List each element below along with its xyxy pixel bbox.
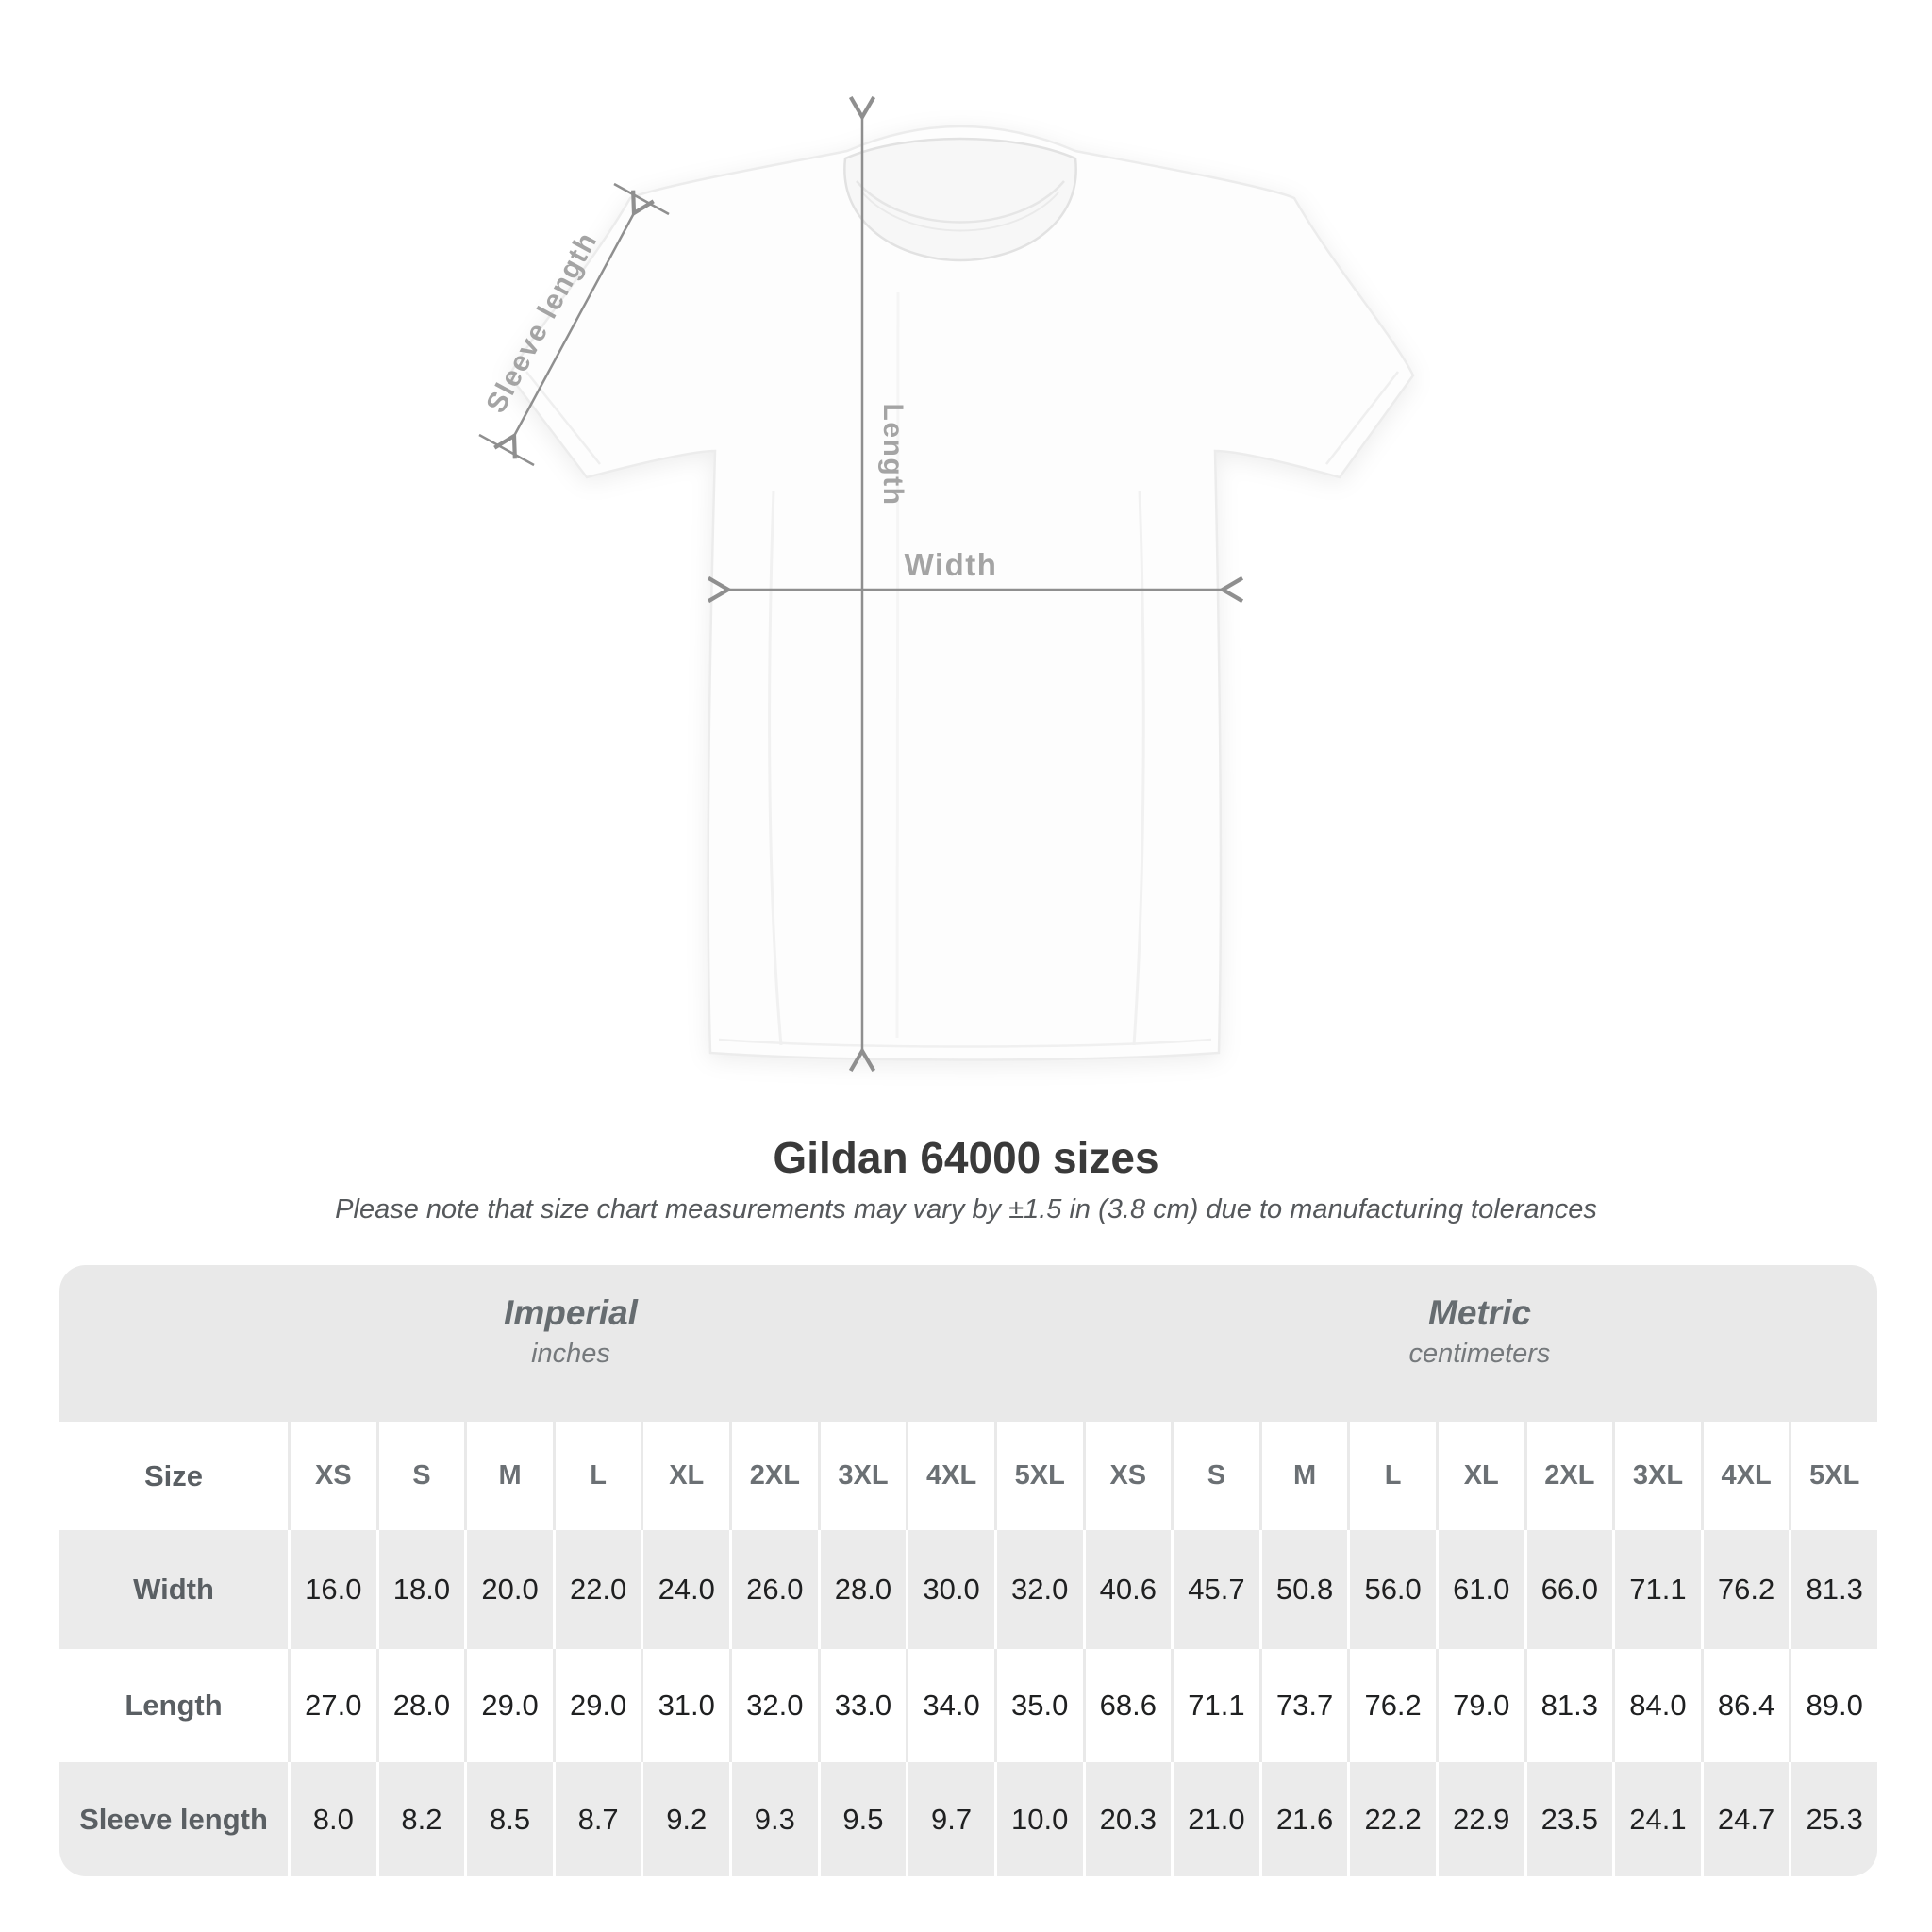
table-cell: 24.1	[1612, 1762, 1701, 1876]
metric-title: Metric	[1428, 1292, 1531, 1332]
table-cell: 30.0	[906, 1530, 994, 1649]
table-cell: 33.0	[818, 1649, 907, 1762]
size-header: 2XL	[729, 1422, 818, 1530]
table-cell: 32.0	[994, 1530, 1083, 1649]
size-header: 2XL	[1524, 1422, 1613, 1530]
imperial-title: Imperial	[504, 1292, 638, 1332]
size-header: M	[464, 1422, 553, 1530]
table-cell: 22.2	[1347, 1762, 1436, 1876]
table-cell: 27.0	[288, 1649, 376, 1762]
sleeve-length-row	[59, 1762, 1877, 1876]
size-header: 5XL	[1789, 1422, 1877, 1530]
table-cell: 76.2	[1701, 1530, 1790, 1649]
metric-unit: centimeters	[1408, 1338, 1551, 1369]
size-header: 5XL	[994, 1422, 1083, 1530]
size-header: XL	[641, 1422, 729, 1530]
row-label: Width	[133, 1573, 214, 1606]
table-cell: 22.9	[1436, 1762, 1524, 1876]
size-header: XL	[1436, 1422, 1524, 1530]
table-cell: 89.0	[1789, 1649, 1877, 1762]
size-header: 4XL	[1701, 1422, 1790, 1530]
size-header: 4XL	[906, 1422, 994, 1530]
row-label: Sleeve length	[79, 1802, 268, 1836]
sleeve-length-label: Sleeve length	[480, 226, 604, 419]
table-cell: 8.5	[464, 1762, 553, 1876]
size-header: 3XL	[818, 1422, 907, 1530]
size-header: 3XL	[1612, 1422, 1701, 1530]
table-cell: 10.0	[994, 1762, 1083, 1876]
size-header: L	[553, 1422, 641, 1530]
size-table	[59, 1265, 1877, 1876]
size-header: L	[1347, 1422, 1436, 1530]
unit-header-band	[59, 1265, 1877, 1422]
table-cell: 9.7	[906, 1762, 994, 1876]
table-cell: 9.3	[729, 1762, 818, 1876]
table-cell: 86.4	[1701, 1649, 1790, 1762]
table-cell: 20.0	[464, 1530, 553, 1649]
table-cell: 24.7	[1701, 1762, 1790, 1876]
table-cell: 23.5	[1524, 1762, 1613, 1876]
table-cell: 9.5	[818, 1762, 907, 1876]
table-cell: 25.3	[1789, 1762, 1877, 1876]
table-cell: 21.0	[1171, 1762, 1259, 1876]
table-cell: 26.0	[729, 1530, 818, 1649]
table-cell: 56.0	[1347, 1530, 1436, 1649]
table-cell: 31.0	[641, 1649, 729, 1762]
imperial-unit: inches	[531, 1338, 610, 1369]
table-cell: 61.0	[1436, 1530, 1524, 1649]
table-cell: 71.1	[1171, 1649, 1259, 1762]
table-cell: 28.0	[818, 1530, 907, 1649]
table-cell: 66.0	[1524, 1530, 1613, 1649]
table-cell: 29.0	[464, 1649, 553, 1762]
table-cell: 71.1	[1612, 1530, 1701, 1649]
table-cell: 76.2	[1347, 1649, 1436, 1762]
width-row	[59, 1530, 1877, 1649]
metric-header	[1082, 1265, 1877, 1422]
width-label: Width	[904, 547, 998, 582]
table-cell: 21.6	[1259, 1762, 1348, 1876]
table-cell: 50.8	[1259, 1530, 1348, 1649]
table-cell: 22.0	[553, 1530, 641, 1649]
table-cell: 18.0	[376, 1530, 465, 1649]
tolerance-note: Please note that size chart measurements may vary by ±1.5 in (3.8 cm) due to manufacturing tolerances	[335, 1194, 1597, 1224]
tshirt-shape	[509, 126, 1413, 1060]
size-header: S	[1171, 1422, 1259, 1530]
size-col-label: Size	[143, 1458, 204, 1492]
table-cell: 8.0	[288, 1762, 376, 1876]
table-cell: 79.0	[1436, 1649, 1524, 1762]
table-cell: 35.0	[994, 1649, 1083, 1762]
length-label: Length	[877, 403, 908, 507]
table-cell: 68.6	[1083, 1649, 1172, 1762]
table-cell: 8.2	[376, 1762, 465, 1876]
size-header: XS	[1083, 1422, 1172, 1530]
table-cell: 34.0	[906, 1649, 994, 1762]
size-header: M	[1259, 1422, 1348, 1530]
table-cell: 9.2	[641, 1762, 729, 1876]
size-header: XS	[288, 1422, 376, 1530]
table-cell: 28.0	[376, 1649, 465, 1762]
sleeve-dimension-tick-bottom	[479, 435, 534, 465]
table-cell: 45.7	[1171, 1530, 1259, 1649]
table-cell: 24.0	[641, 1530, 729, 1649]
table-cell: 84.0	[1612, 1649, 1701, 1762]
table-cell: 81.3	[1524, 1649, 1613, 1762]
page-title: Gildan 64000 sizes	[773, 1133, 1159, 1182]
size-header: S	[376, 1422, 465, 1530]
size-header-row	[59, 1422, 1877, 1530]
imperial-header	[59, 1265, 1082, 1422]
table-cell: 81.3	[1789, 1530, 1877, 1649]
table-cell: 32.0	[729, 1649, 818, 1762]
table-cell: 73.7	[1259, 1649, 1348, 1762]
table-cell: 20.3	[1083, 1762, 1172, 1876]
table-cell: 8.7	[553, 1762, 641, 1876]
table-cell: 16.0	[288, 1530, 376, 1649]
table-cell: 40.6	[1083, 1530, 1172, 1649]
row-label: Length	[125, 1689, 223, 1722]
table-cell: 29.0	[553, 1649, 641, 1762]
length-row	[59, 1649, 1877, 1762]
